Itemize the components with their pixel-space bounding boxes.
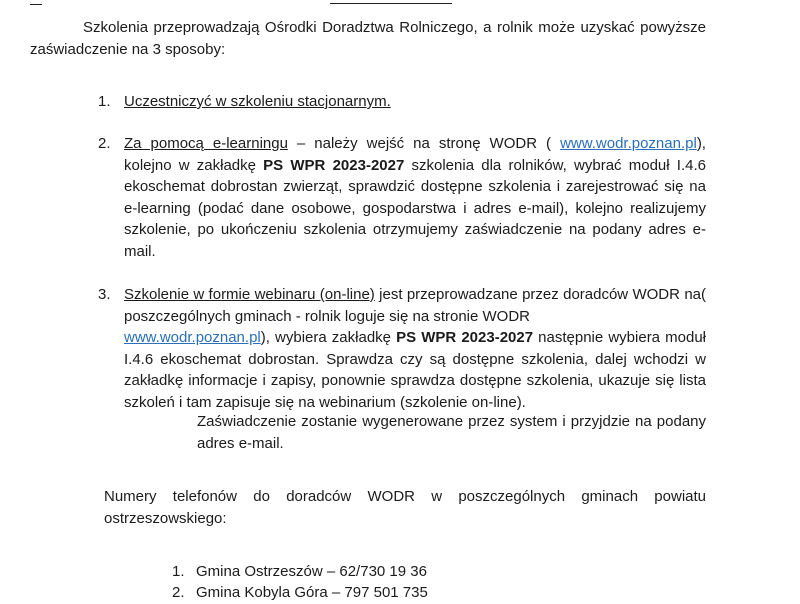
list-number: 3. [98, 286, 111, 303]
wodr-link[interactable]: www.wodr.poznan.pl [560, 135, 697, 152]
list-item-3 [98, 284, 706, 413]
phone-text: Gmina Kobyla Góra – 797 501 735 [196, 584, 428, 601]
phones-intro: Numery telefonów do doradców WODR w poszczególnych gminach powiatu ostrzeszowskiego: [104, 488, 706, 527]
list-item-2 [98, 133, 706, 262]
item-3-bold: PS WPR 2023-2027 [396, 329, 534, 346]
item-2-lead: Za pomocą e-learningu [124, 135, 288, 152]
intro-paragraph: Szkolenia przeprowadzają Ośrodki Doradztwa Rolniczego, a rolnik może uzyskać powyższe zaświadczenie na 3 sposoby: [30, 19, 706, 58]
list-number: 1. [98, 93, 111, 110]
item-2-bold: PS WPR 2023-2027 [263, 156, 405, 174]
item-2-text-3: szkolenia dla rolników, wybrać moduł I.4.6 ekoschemat dobrostan zwierząt, sprawdzić dostępne szkolenia i zarejestrować się na e-learning (podać dane osobowe, gospodarstwa i adres e-mail), kolejno realizujemy szkolenie, po ukończeniu szkolenia otrzymujemy zaświadczenie na podany adres e-mail. [124, 156, 706, 260]
phone-text: Gmina Ostrzeszów – 62/730 19 36 [196, 563, 427, 580]
phone-item [172, 561, 427, 583]
list-item-1 [98, 91, 706, 113]
phone-item [172, 582, 428, 604]
item-2-text-2: ), kolejno w zakładkę [124, 135, 706, 174]
item-3-text-2: ), wybiera zakładkę [260, 329, 397, 346]
list-number: 2. [98, 135, 111, 152]
item-3-paren: ( [701, 286, 706, 303]
item-2-text-1: – należy wejść na stronę WODR ( [287, 135, 561, 152]
list-number: 2. [172, 584, 185, 601]
underline-fragment-left [30, 0, 42, 5]
item-3-text-3: następnie wybiera moduł I.4.6 ekoschemat dobrostan. Sprawdza czy są dostępne szkolenia, dalej wchodzi w zakładkę informacje i zapisy, ponownie sprawdza dostępne szkolenia, ukazuje się lista szkoleń i tam zapisuje się na webinarium (szkolenie on-line). [124, 329, 706, 411]
underline-fragment [330, 0, 452, 4]
item-3-lead: Szkolenie w formie webinaru (on-line) [124, 286, 375, 303]
list-number: 1. [172, 563, 185, 580]
previous-line-fragment [0, 0, 800, 4]
certificate-note: Zaświadczenie zostanie wygenerowane przez system i przyjdzie na podany adres e-mail. [197, 413, 706, 452]
wodr-link-2[interactable]: www.wodr.poznan.pl [124, 329, 261, 346]
item-3-text-1: jest przeprowadzane przez doradców WODR na poszczególnych gminach - rolnik loguje się na stronie WODR [124, 286, 701, 325]
item-1-lead: Uczestniczyć w szkoleniu stacjonarnym. [124, 93, 391, 110]
